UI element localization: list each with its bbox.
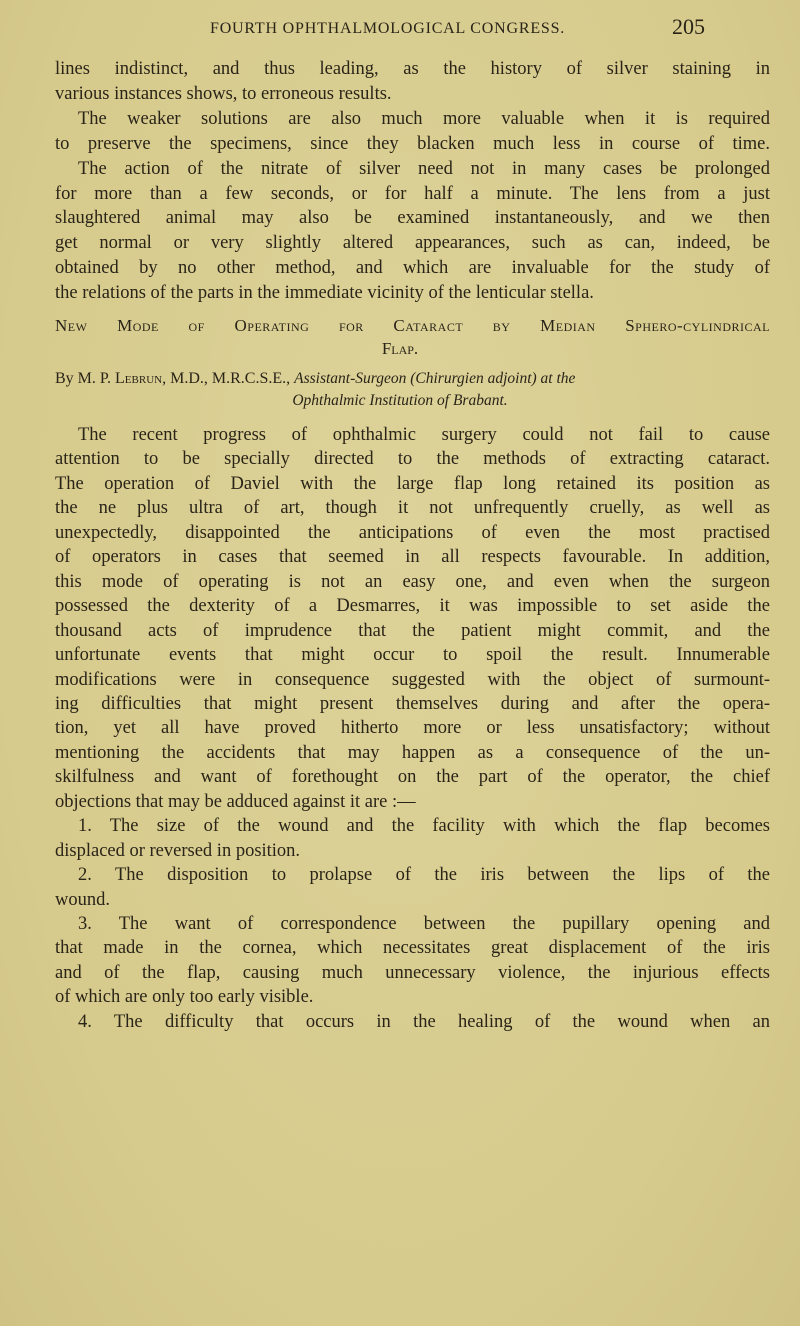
author-role: Assistant-Surgeon (Chirurgien adjoint) at the <box>294 370 576 387</box>
text-line: The operation of Daviel with the large flap long retained its position as <box>55 473 770 494</box>
text-line: The weaker solutions are also much more valuable when it is required <box>78 108 770 129</box>
text-line: unfortunate events that might occur to spoil the result. Innumerable <box>55 645 770 666</box>
text-line: 4. The difficulty that occurs in the healing of the wound when an <box>78 1011 770 1032</box>
text-line: The action of the nitrate of silver need not in many cases be prolonged <box>78 158 770 179</box>
section-title-continued: Flap. <box>381 339 419 358</box>
text-line: the relations of the parts in the immediate vicinity of the lenticular stella. <box>55 283 594 304</box>
text-line: obtained by no other method, and which are invaluable for the study of <box>55 258 770 279</box>
text-line: thousand acts of imprudence that the patient might commit, and the <box>55 620 770 641</box>
text-line: wound. <box>55 889 110 910</box>
running-head: FOURTH OPHTHALMOLOGICAL CONGRESS. <box>210 20 566 37</box>
text-line: that made in the cornea, which necessitates great displacement of the iris <box>55 938 770 959</box>
text-line: modifications were in consequence suggested with the object of surmount- <box>55 669 770 690</box>
text-line: the ne plus ultra of art, though it not unfrequently cruelly, as well as <box>55 498 770 519</box>
author-credentials: M.D., M.R.C.S.E., <box>170 370 291 387</box>
author-institution: Ophthalmic Institution of Brabant. <box>292 392 508 409</box>
text-line: skilfulness and want of forethought on the part of the operator, the chief <box>55 767 770 788</box>
text-line: displaced or reversed in position. <box>55 840 301 861</box>
text-line: various instances shows, to erroneous results. <box>55 83 392 104</box>
text-line: 3. The want of correspondence between the pupillary opening and <box>78 914 770 934</box>
text-line: mentioning the accidents that may happen as a consequence of the un- <box>55 742 770 763</box>
text-line: unexpectedly, disappointed the anticipations of even the most practised <box>55 522 770 543</box>
byline-prefix: By M. P. <box>55 370 112 387</box>
text-line: 1. The size of the wound and the facility with which the flap becomes <box>78 816 770 837</box>
text-line: get normal or very slightly altered appearances, such as can, indeed, be <box>55 233 770 254</box>
text-line: possessed the dexterity of a Desmarres, it was impossible to set aside the <box>55 596 770 617</box>
text-line: ing difficulties that might present themselves during and after the opera- <box>55 693 770 714</box>
text-line: this mode of operating is not an easy one, and even when the surgeon <box>55 571 770 592</box>
text-line: objections that may be adduced against it are :— <box>55 791 416 812</box>
text-line: for more than a few seconds, or for half a minute. The lens from a just <box>55 183 770 204</box>
page-number: 205 <box>672 14 705 39</box>
author-name: Lebrun, <box>115 370 167 387</box>
text-line: attention to be specially directed to the methods of extracting cataract. <box>55 449 770 470</box>
text-line: of which are only too early visible. <box>55 987 314 1008</box>
text-line: lines indistinct, and thus leading, as the history of silver staining in <box>55 59 770 79</box>
text-line: of operators in cases that seemed in all respects favourable. In addition, <box>55 547 770 568</box>
byline <box>55 370 770 388</box>
text-line: and of the flap, causing much unnecessary violence, the injurious effects <box>55 962 770 983</box>
text-line: 2. The disposition to prolapse of the iris between the lips of the <box>78 865 770 886</box>
text-line: slaughtered animal may also be examined instantaneously, and we then <box>55 208 770 229</box>
text-line: tion, yet all have proved hitherto more or less unsatisfactory; without <box>55 718 770 739</box>
section-title: New Mode of Operating for Cataract by Median Sphero-cylindrical <box>55 316 770 335</box>
text-line: The recent progress of ophthalmic surgery could not fail to cause <box>78 425 770 445</box>
text-line: to preserve the specimens, since they blacken much less in course of time. <box>55 133 770 154</box>
